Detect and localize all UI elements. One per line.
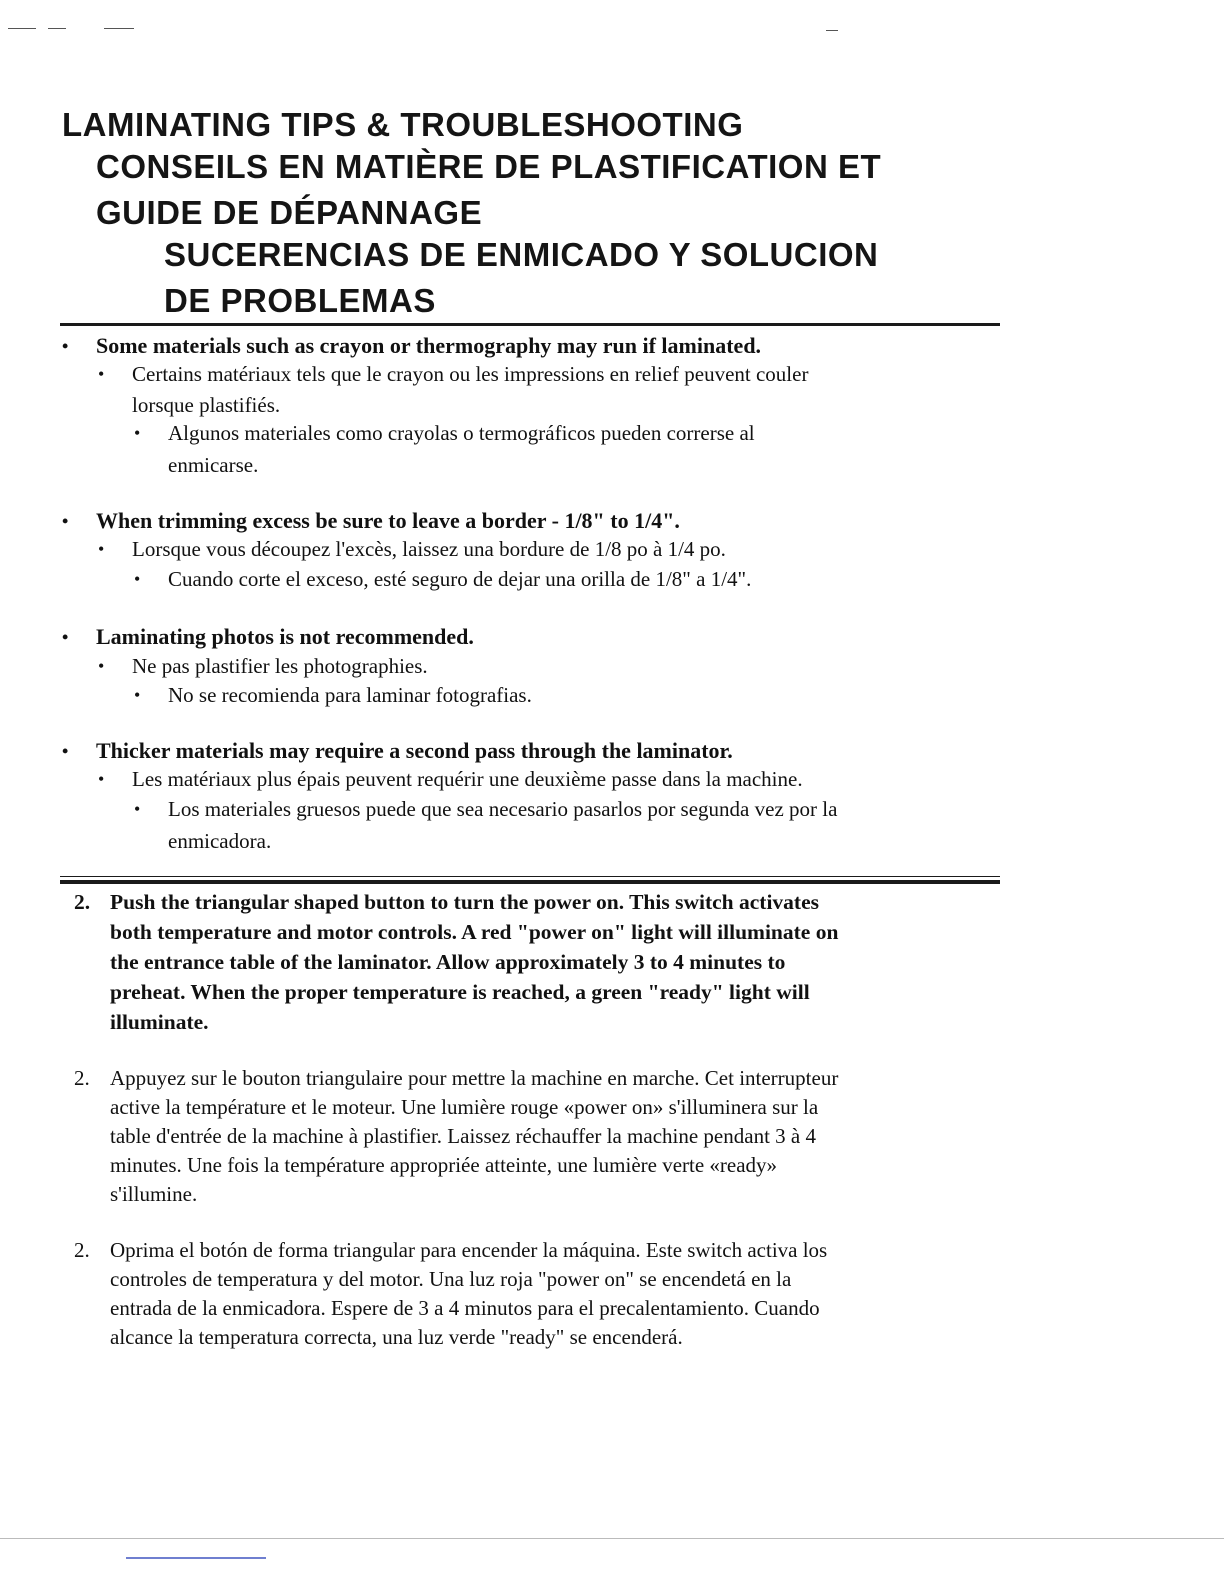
section-divider-thick: [60, 880, 1000, 884]
tip-spanish-cont: enmicadora.: [168, 829, 272, 853]
heading-spanish-line2: DE PROBLEMAS: [164, 282, 436, 319]
step-line: the entrance table of the laminator. Allow approximately 3 to 4 minutes to: [110, 950, 786, 974]
scan-artifact: [8, 28, 36, 29]
step-line: controles de temperatura y del motor. Una luz roja "power on" se encendetá en la: [110, 1267, 792, 1291]
tip-spanish: • Cuando corte el exceso, esté seguro de dejar una orilla de 1/8" a 1/4".: [168, 564, 751, 594]
step-number: 2.: [74, 1066, 90, 1090]
step-line: entrada de la enmicadora. Espere de 3 a 4 minutos para el precalentamiento. Cuando: [110, 1296, 820, 1320]
step-line: preheat. When the proper temperature is reached, a green "ready" light will: [110, 980, 810, 1004]
scan-bottom-edge: [0, 1538, 1224, 1539]
step-line: s'illumine.: [110, 1182, 198, 1206]
step-spanish: [74, 1236, 828, 1352]
section-divider-thin: [60, 876, 1000, 877]
step-line: minutes. Une fois la température appropriée atteinte, une lumière verte «ready»: [110, 1153, 778, 1177]
heading-divider: [60, 323, 1000, 326]
step-line: both temperature and motor controls. A red "power on" light will illuminate on: [110, 920, 839, 944]
tip-french: • Les matériaux plus épais peuvent requérir une deuxième passe dans la machine.: [132, 764, 803, 794]
step-english: [74, 887, 839, 1037]
tip-spanish: • Los materiales gruesos puede que sea necesario pasarlos por segunda vez por la: [168, 794, 837, 824]
step-line: illuminate.: [110, 1010, 209, 1034]
heading-english: LAMINATING TIPS & TROUBLESHOOTING: [62, 106, 744, 143]
tip-english: • When trimming excess be sure to leave a border - 1/8" to 1/4".: [96, 506, 680, 536]
tip-spanish: • No se recomienda para laminar fotografias.: [168, 680, 532, 710]
tip-english: • Some materials such as crayon or thermography may run if laminated.: [96, 331, 761, 361]
tip-french: • Ne pas plastifier les photographies.: [132, 651, 428, 681]
tip-french: • Certains matériaux tels que le crayon ou les impressions en relief peuvent couler: [132, 359, 808, 389]
heading-spanish-line1: SUCERENCIAS DE ENMICADO Y SOLUCION: [164, 236, 879, 273]
scan-bottom-mark: [126, 1557, 266, 1559]
step-number: 2.: [74, 1238, 90, 1262]
scan-artifact: [48, 28, 66, 29]
tip-french: • Lorsque vous découpez l'excès, laissez una bordure de 1/8 po à 1/4 po.: [132, 534, 726, 564]
step-line: alcance la temperatura correcta, una luz verde "ready" se encenderá.: [110, 1325, 683, 1349]
heading-french-line1: CONSEILS EN MATIÈRE DE PLASTIFICATION ET: [96, 148, 882, 185]
tip-spanish-cont: enmicarse.: [168, 453, 259, 477]
tip-english: • Thicker materials may require a second pass through the laminator.: [96, 736, 733, 766]
step-number: 2.: [74, 890, 91, 914]
step-french: [74, 1064, 839, 1209]
tip-french-cont: lorsque plastifiés.: [132, 393, 281, 417]
step-line: Push the triangular shaped button to turn the power on. This switch activates: [110, 890, 819, 914]
heading-french-line2: GUIDE DE DÉPANNAGE: [96, 194, 483, 231]
scan-artifact: [104, 28, 134, 29]
tip-english: • Laminating photos is not recommended.: [96, 622, 474, 652]
step-line: Appuyez sur le bouton triangulaire pour mettre la machine en marche. Cet interrupteur: [110, 1066, 839, 1090]
step-line: Oprima el botón de forma triangular para encender la máquina. Este switch activa los: [110, 1238, 828, 1262]
step-line: active la température et le moteur. Une lumière rouge «power on» s'illuminera sur la: [110, 1095, 819, 1119]
step-line: table d'entrée de la machine à plastifier. Laissez réchauffer la machine pendant 3 à 4: [110, 1124, 816, 1148]
tip-spanish: • Algunos materiales como crayolas o termográficos pueden correrse al: [168, 418, 755, 448]
scan-artifact: [826, 30, 838, 31]
